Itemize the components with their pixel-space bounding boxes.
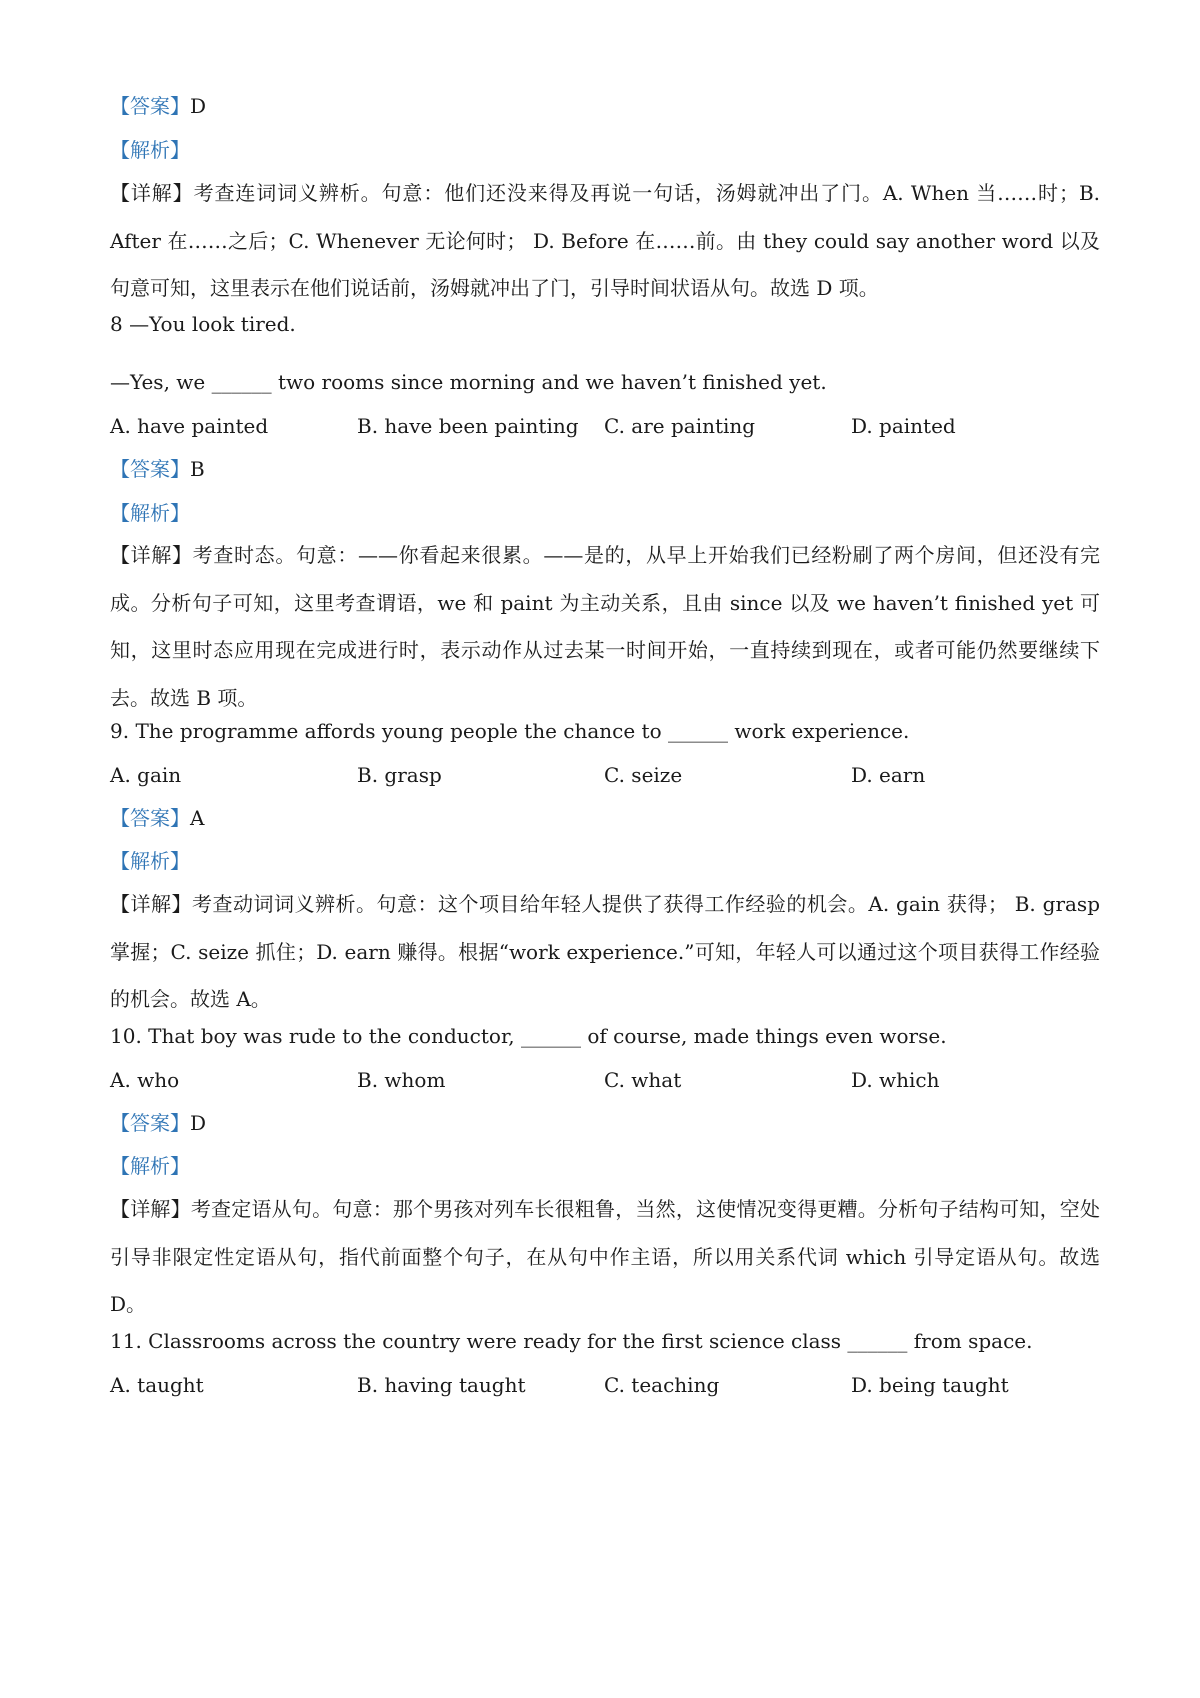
detail-tag: 【详解】	[110, 543, 193, 567]
option-c: C. what	[604, 1068, 682, 1092]
q8-stem-line1: 8 —You look tired.	[110, 312, 296, 336]
q10-detail	[110, 1186, 1100, 1329]
q10-answer	[110, 1110, 206, 1136]
option-a: A. have painted	[110, 414, 269, 438]
detail-text: 考查动词词义辨析。句意：这个项目给年轻人提供了获得工作经验的机会。A. gain 获得； B. grasp 掌握；C. seize 抓住；D. earn 赚得。根据“work experience.”可知，年轻人可以通过这个项目获得工作经验的机会。故选 A。	[110, 892, 1101, 1011]
q9-stem: 9. The programme affords young people the chance to ______ work experience.	[110, 719, 910, 743]
q7-answer	[110, 93, 206, 119]
option-c: C. seize	[604, 763, 683, 787]
q8-stem-line2: —Yes, we ______ two rooms since morning and we haven’t finished yet.	[110, 370, 827, 394]
option-d: D. which	[851, 1068, 940, 1092]
detail-tag: 【详解】	[110, 1197, 191, 1221]
option-b: B. have been painting	[357, 414, 579, 438]
option-d: D. being taught	[851, 1373, 1009, 1397]
answer-value: A	[190, 806, 205, 830]
option-b: B. having taught	[357, 1373, 526, 1397]
q10-stem: 10. That boy was rude to the conductor, ______ of course, made things even worse.	[110, 1024, 947, 1048]
q11-stem: 11. Classrooms across the country were ready for the first science class ______ from space.	[110, 1329, 1033, 1353]
answer-tag: 【答案】	[110, 806, 190, 830]
answer-tag: 【答案】	[110, 94, 190, 118]
q8-answer	[110, 456, 205, 482]
q10-analysis-tag: 【解析】	[110, 1154, 190, 1178]
option-d: D. earn	[851, 763, 926, 787]
q9-analysis-tag: 【解析】	[110, 849, 190, 873]
option-d: D. painted	[851, 414, 956, 438]
option-b: B. grasp	[357, 763, 442, 787]
q8-detail	[110, 532, 1100, 722]
detail-text: 考查定语从句。句意：那个男孩对列车长很粗鲁，当然，这使情况变得更糟。分析句子结构可知，空处引导非限定性定语从句，指代前面整个句子，在从句中作主语，所以用关系代词 which 引导定语从句。故选 D。	[110, 1197, 1101, 1316]
answer-value: D	[190, 1111, 207, 1135]
option-a: A. taught	[110, 1373, 204, 1397]
answer-tag: 【答案】	[110, 1111, 190, 1135]
q7-analysis-tag: 【解析】	[110, 138, 190, 162]
q8-analysis-tag: 【解析】	[110, 501, 190, 525]
detail-text: 考查时态。句意：——你看起来很累。——是的，从早上开始我们已经粉刷了两个房间，但还没有完成。分析句子可知，这里考查谓语，we 和 paint 为主动关系，且由 since 以及 we haven’t finished yet 可知，这里时态应用现在完成进行时，表示动作从过去某一时间开始，一直持续到现在，或者可能仍然要继续下去。故选 B 项。	[110, 543, 1101, 710]
detail-tag: 【详解】	[110, 892, 192, 916]
option-b: B. whom	[357, 1068, 446, 1092]
option-c: C. teaching	[604, 1373, 720, 1397]
option-c: C. are painting	[604, 414, 756, 438]
option-a: A. gain	[110, 763, 182, 787]
answer-value: B	[190, 457, 205, 481]
option-a: A. who	[110, 1068, 180, 1092]
answer-tag: 【答案】	[110, 457, 190, 481]
q7-detail	[110, 170, 1100, 313]
answer-value: D	[190, 94, 207, 118]
detail-text: 考查连词词义辨析。句意：他们还没来得及再说一句话，汤姆就冲出了门。A. When 当……时；B. After 在……之后；C. Whenever 无论何时； D. Before 在……前。由 they could say another word 以及句意可知，这里表示在他们说话前，汤姆就冲出了门，引导时间状语从句。故选 D 项。	[110, 181, 1101, 300]
q9-answer	[110, 805, 204, 831]
q9-detail	[110, 881, 1100, 1024]
detail-tag: 【详解】	[110, 181, 194, 205]
